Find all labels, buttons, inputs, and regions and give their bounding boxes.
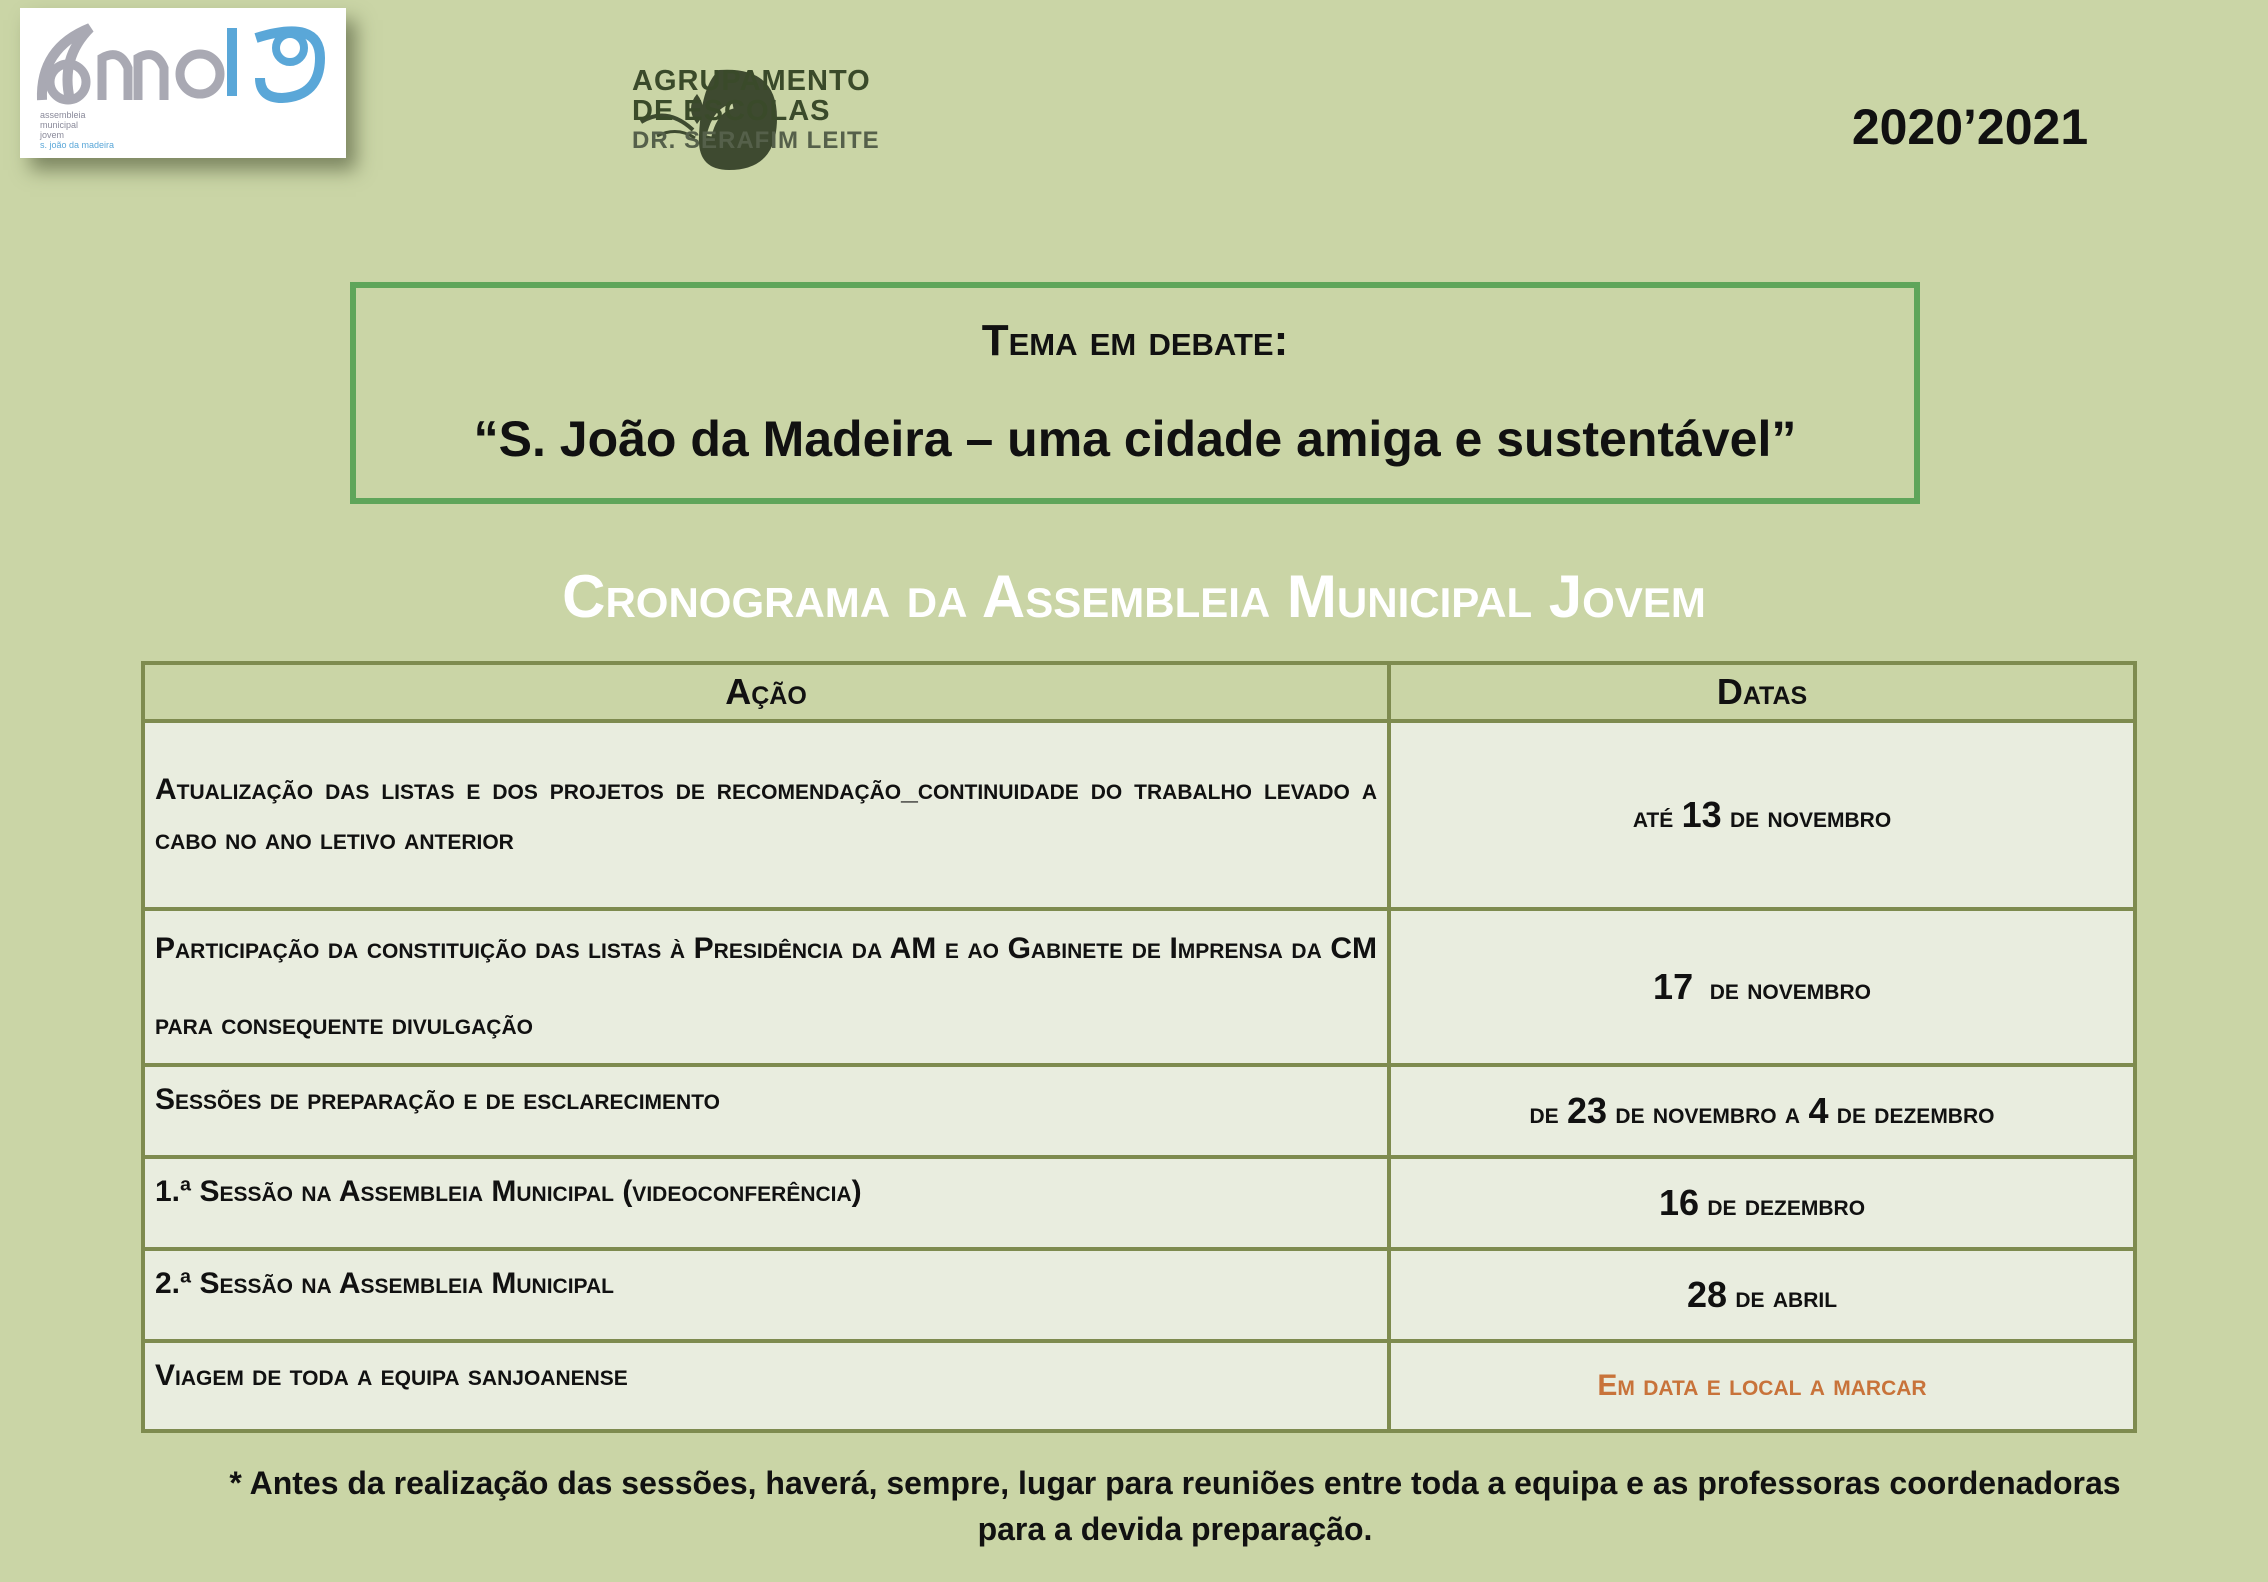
table-row (143, 721, 2135, 909)
table-row (143, 1065, 2135, 1157)
table-row (143, 909, 2135, 1065)
action-cell: 2.ª Sessão na Assembleia Municipal (143, 1249, 1389, 1341)
amj-logo (20, 8, 346, 158)
date-cell-to-be-scheduled: Em data e local a marcar (1389, 1341, 2135, 1431)
date-cell: 17 de novembro (1389, 909, 2135, 1065)
date-cell: 28 de abril (1389, 1249, 2135, 1341)
column-header-action: Ação (143, 663, 1389, 721)
theme-box (350, 282, 1920, 504)
action-cell: 1.ª Sessão na Assembleia Municipal (videoconferência) (143, 1157, 1389, 1249)
column-header-dates: Datas (1389, 663, 2135, 721)
school-year: 2020’2021 (1851, 99, 2089, 155)
action-cell: Viagem de toda a equipa sanjoanense (143, 1341, 1389, 1431)
schedule-title: Cronograma da Assembleia Municipal Jovem (562, 563, 1706, 630)
table-header-row (143, 663, 2135, 721)
action-cell: Participação da constituição das listas à Presidência da AM e ao Gabinete de Imprensa da CM para consequente divulgação (143, 909, 1389, 1065)
date-cell: até 13 de novembro (1389, 721, 2135, 909)
action-cell: Atualização das listas e dos projetos de recomendação_continuidade do trabalho levado a cabo no ano letivo anterior (143, 721, 1389, 909)
footnote: * Antes da realização das sessões, haverá, sempre, lugar para reuniões entre toda a equipa e as professoras coordenadoras para a devida preparação. (229, 1465, 2121, 1547)
theme-label: Tema em debate: (981, 316, 1289, 365)
amj-logo-caption: assembleia municipal jovem s. joão da madeira (40, 110, 115, 150)
schedule-table (141, 661, 2137, 1433)
table-row (143, 1157, 2135, 1249)
date-cell: 16 de dezembro (1389, 1157, 2135, 1249)
theme-title: “S. João da Madeira – uma cidade amiga e sustentável” (473, 411, 1797, 467)
table-row (143, 1341, 2135, 1431)
table-row (143, 1249, 2135, 1341)
action-cell: Sessões de preparação e de esclarecimento (143, 1065, 1389, 1157)
date-cell: de 23 de novembro a 4 de dezembro (1389, 1065, 2135, 1157)
school-name: AGRUPAMENTO DE ESCOLAS DR. SERAFIM LEITE (632, 65, 880, 154)
